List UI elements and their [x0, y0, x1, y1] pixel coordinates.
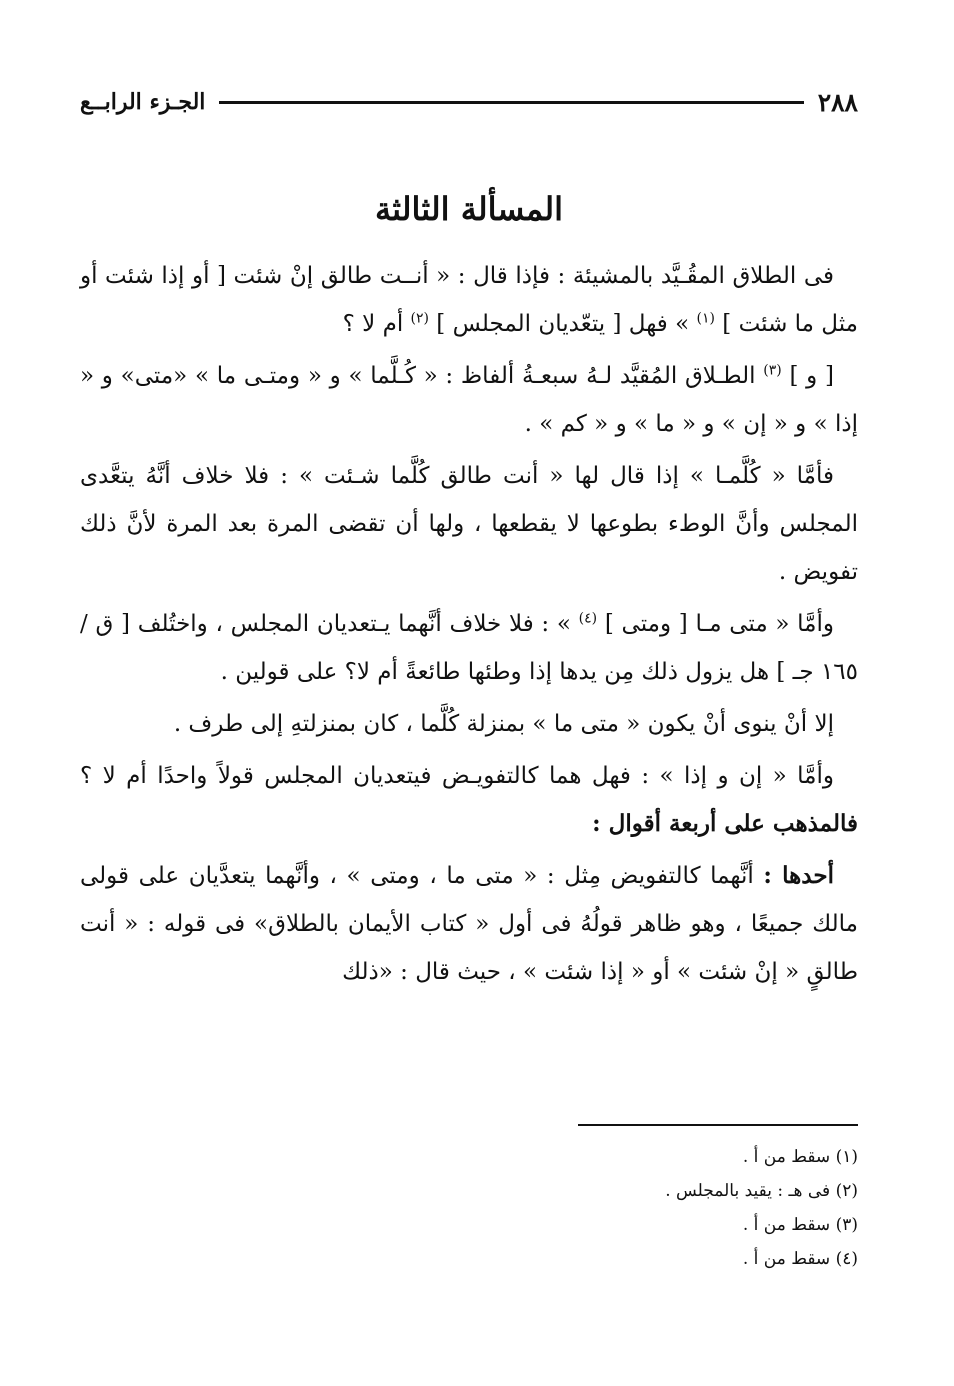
footnote-3: (٣) سقط من أ . [742, 1215, 858, 1235]
paragraph-text: » فهل [ يتعّديان المجلس ] [429, 311, 697, 337]
paragraph-2 [80, 352, 858, 448]
footnote-ref-3[interactable]: (٣) [763, 362, 782, 379]
footnote-ref-2[interactable]: (٢) [410, 310, 429, 327]
header-rule [219, 101, 803, 104]
paragraph-text: وأمَّا « إن و إذا » : فهل هما كالتفويـض فيتعديان المجلس قولاً واحدًا أم لا ؟ [80, 763, 834, 789]
paragraph-1 [80, 252, 858, 348]
paragraph-text: [ و ] [781, 363, 834, 389]
paragraph-5 [80, 700, 858, 748]
running-header [80, 82, 858, 122]
paragraph-text: أم لا ؟ [342, 311, 411, 337]
footnote-4: (٤) سقط من أ . [742, 1249, 858, 1269]
paragraph-text: إلا أنْ ينوى أنْ يكون « متى ما » بمنزلة كُلَّما ، كان بمنزلتهِ إلى طرف . [173, 711, 834, 737]
paragraph-text: وأمَّا « متى مـا [ ومتى ] [597, 611, 834, 637]
bold-phrase: أحدها : [763, 862, 834, 889]
footnote-ref-4[interactable]: (٤) [578, 610, 598, 627]
paragraph-text: فأمَّا « كُلَّمـا » إذا قال لها « أنت طالق كُلَّما شـئت » : فلا خلاف أنَّهُ يتعَّدى المجلس وأنَّ الوطء بطوعها لا يقطعها ، ولها أن تقضى المرة بعد المرة لأنَّ ذلك تفويض . [80, 463, 858, 585]
footnote-1: (١) سقط من أ . [742, 1147, 858, 1167]
bold-phrase: فالمذهب على أربعة أقوال : [592, 810, 858, 837]
footnote-rule [578, 1124, 858, 1126]
footnotes [80, 1140, 858, 1276]
body-text [80, 252, 858, 1000]
paragraph-7 [80, 852, 858, 996]
page-number: ٢٨٨ [817, 87, 858, 117]
paragraph-text: الطـلاق المُقيَّد لـهُ سبعـةُ ألفاظ : « كُـلَّما » و « ومتـى ما » «متى» و « إذا » و « إن » و « ما » و « كم » . [80, 363, 858, 437]
section-title: المسألة الثالثة [374, 190, 564, 228]
footnote-2: (٢) فى هـ : يقيد بالمجلس . [665, 1181, 858, 1201]
volume-title: الجـزء الرابــع [80, 89, 206, 115]
paragraph-text: » : فلا خلاف أنَّهما يـتعديان المجلس ، واختُلف [ ق / ١٦٥ جـ ] هل يزول ذلك مِن يدها إذا وطئها طائعةً أم لا؟ على قولين . [80, 611, 858, 685]
paragraph-3 [80, 452, 858, 596]
footnote-ref-1[interactable]: (١) [696, 310, 715, 327]
book-page [80, 0, 858, 1386]
paragraph-text: أنَّهما كالتفويض مِثل : « متى ما ، ومتى » ، وأنَّهما يتعدَّيان على قولى مالك جميعًا ، وهو ظاهر قولُهُ فى أول « كتاب الأيمان بالطلاق» فى قوله : « أنت طالقٍ « إنْ شئت » أو « إذا شئت » ، حيث قال : «ذلك [80, 863, 858, 985]
paragraph-text: فى الطلاق المقُـيَّد بالمشيئة : فإذا قال : « أنــت طالق إنْ شئت [ أو إذا شئت أو مثل ما شئت ] [80, 263, 858, 337]
paragraph-6 [80, 752, 858, 848]
paragraph-4 [80, 600, 858, 696]
